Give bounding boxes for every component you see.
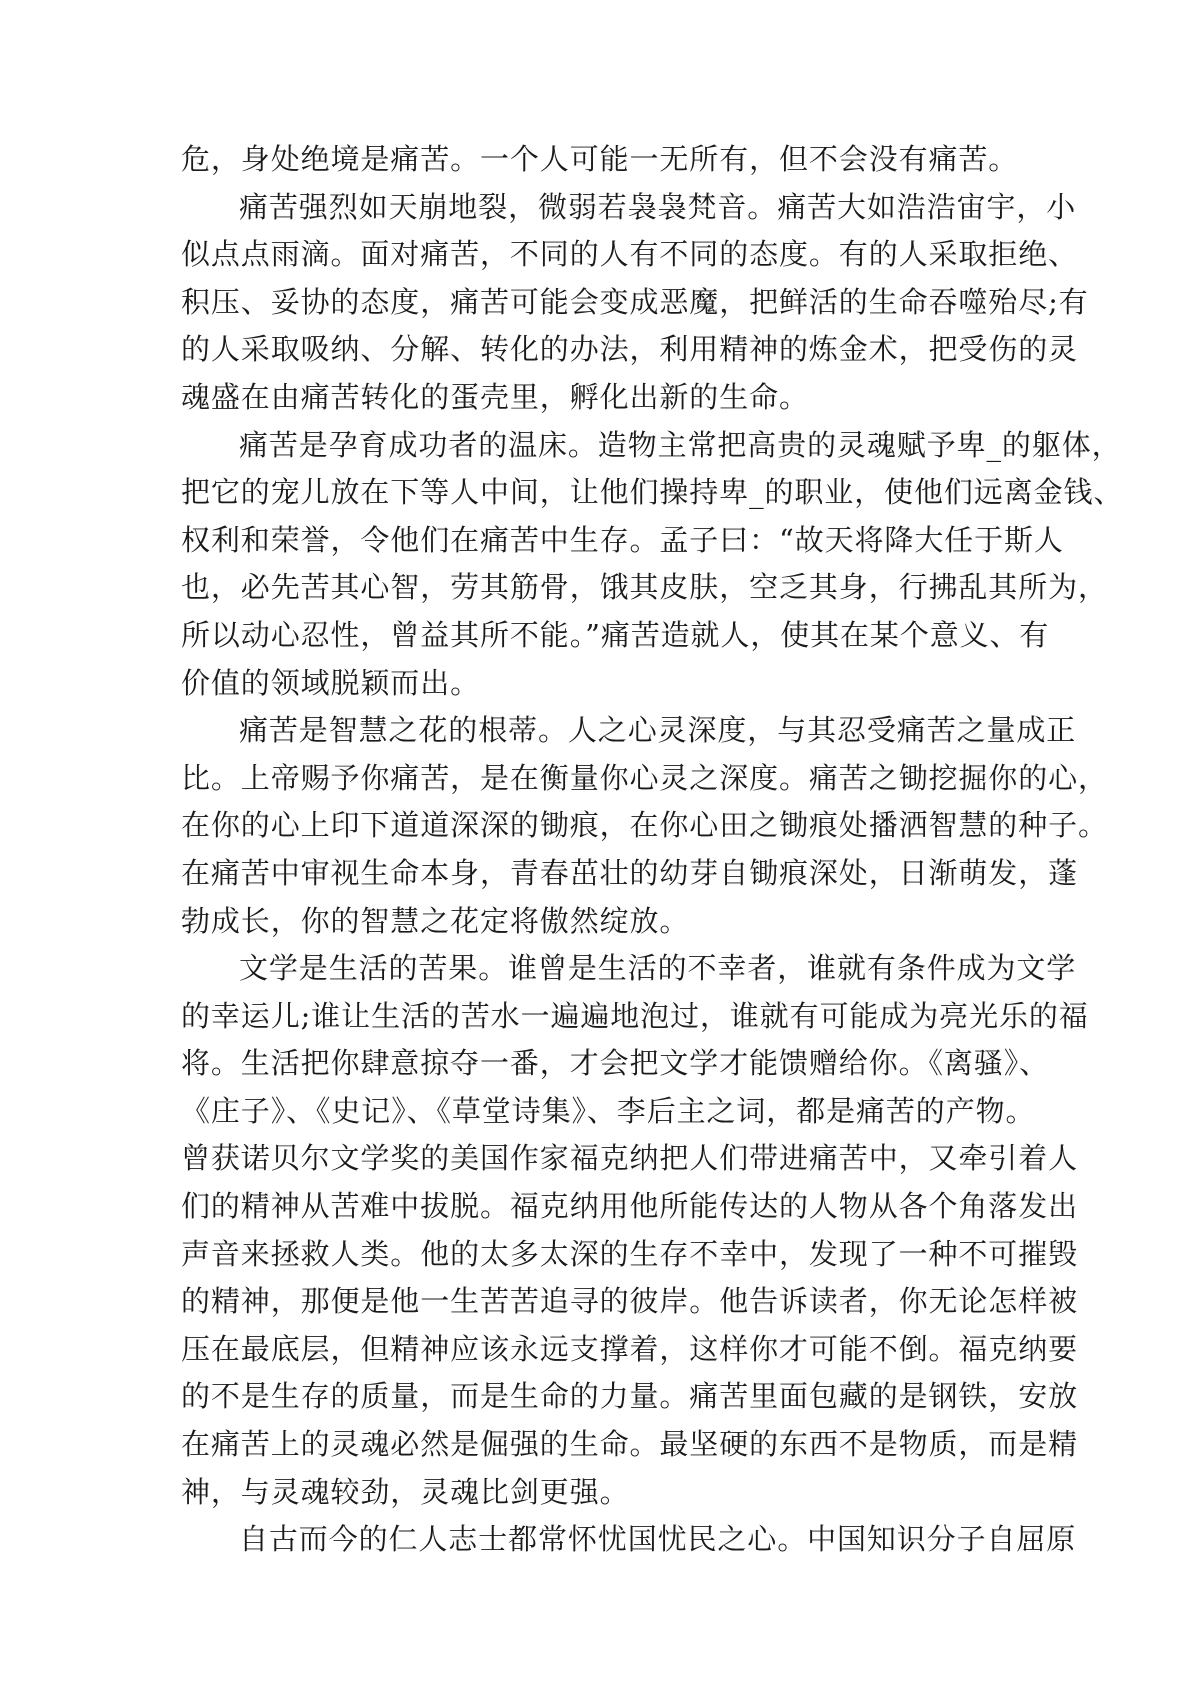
- text-line: 们的精神从苦难中拔脱。福克纳用他所能传达的人物从各个角落发出: [181, 1189, 1079, 1224]
- text-line: 危，身处绝境是痛苦。一个人可能一无所有，但不会没有痛苦。: [181, 142, 1019, 176]
- text-line: 的幸运儿;谁让生活的苦水一遍遍地泡过，谁就有可能成为亮光乐的福: [181, 998, 1089, 1033]
- text-line: 积压、妥协的态度，痛苦可能会变成恶魔，把鲜活的生命吞噬殆尽;有: [181, 284, 1089, 319]
- paragraph-first-line: 文学是生活的苦果。谁曾是生活的不幸者，谁就有条件成为文学: [239, 951, 1077, 986]
- text-line: 的人采取吸纳、分解、转化的办法，利用精神的炼金术，把受伤的灵: [181, 332, 1079, 367]
- text-line: 在痛苦上的灵魂必然是倔强的生命。最坚硬的东西不是物质，而是精: [181, 1427, 1079, 1462]
- text-line: 所以动心忍性，曾益其所不能。”痛苦造就人，使其在某个意义、有: [181, 617, 1050, 652]
- text-line: 比。上帝赐予你痛苦，是在衡量你心灵之深度。痛苦之锄挖掘你的心，: [181, 760, 1108, 795]
- text-line: 也，必先苦其心智，劳其筋骨，饿其皮肤，空乏其身，行拂乱其所为，: [181, 570, 1108, 605]
- text-line: 把它的宠儿放在下等人中间，让他们操持卑_的职业，使他们远离金钱、: [181, 475, 1124, 510]
- text-line: 权利和荣誉，令他们在痛苦中生存。孟子曰：“故天将降大任于斯人: [181, 522, 1064, 557]
- text-line: 压在最底层，但精神应该永远支撑着，这样你才可能不倒。福克纳要: [181, 1331, 1079, 1366]
- text-line: 似点点雨滴。面对痛苦，不同的人有不同的态度。有的人采取拒绝、: [181, 237, 1079, 272]
- text-line: 将。生活把你肆意掠夺一番，才会把文学才能馈赠给你。《离骚》、: [181, 1046, 1050, 1081]
- text-line: 在你的心上印下道道深深的锄痕，在你心田之锄痕处播洒智慧的种子。: [181, 808, 1108, 843]
- body-text: [181, 136, 1124, 1564]
- text-line: 魂盛在由痛苦转化的蛋壳里，孵化出新的生命。: [181, 379, 809, 414]
- text-line: 价值的领域脱颖而出。: [181, 665, 481, 700]
- paragraph-first-line: 痛苦是孕育成功者的温床。造物主常把高贵的灵魂赋予卑_的躯体，: [239, 427, 1122, 462]
- text-line: 勃成长，你的智慧之花定将傲然绽放。: [181, 903, 690, 938]
- text-line: 的精神，那便是他一生苦苦追寻的彼岸。他告诉读者，你无论怎样被: [181, 1284, 1079, 1319]
- paragraph-first-line: 痛苦是智慧之花的根蒂。人之心灵深度，与其忍受痛苦之量成正: [239, 713, 1077, 748]
- text-line: 《庄子》、《史记》、《草堂诗集》、李后主之词，都是痛苦的产物。: [181, 1093, 1036, 1128]
- paragraph-first-line: 自古而今的仁人志士都常怀忧国忧民之心。中国知识分子自屈原: [239, 1522, 1077, 1557]
- paragraph-first-line: 痛苦强烈如天崩地裂，微弱若袅袅梵音。痛苦大如浩浩宙宇，小: [239, 189, 1077, 224]
- text-line: 神，与灵魂较劲，灵魂比剑更强。: [181, 1474, 630, 1509]
- text-line: 声音来拯救人类。他的太多太深的生存不幸中，发现了一种不可摧毁: [181, 1236, 1079, 1271]
- text-line: 的不是生存的质量，而是生命的力量。痛苦里面包藏的是钢铁，安放: [181, 1379, 1079, 1414]
- text-line: 曾获诺贝尔文学奖的美国作家福克纳把人们带进痛苦中，又牵引着人: [181, 1141, 1079, 1176]
- text-line: 在痛苦中审视生命本身，青春茁壮的幼芽自锄痕深处，日渐萌发，蓬: [181, 855, 1079, 890]
